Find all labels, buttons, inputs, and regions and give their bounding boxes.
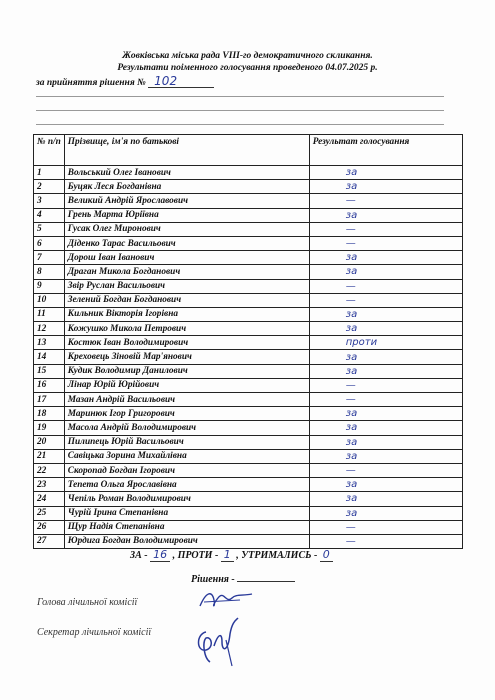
chair-label: Голова лічильної комісії <box>37 597 138 608</box>
row-vote: за <box>309 251 462 265</box>
row-name: Кильник Вікторія Ігорівна <box>64 307 309 321</box>
voting-table <box>33 134 463 549</box>
row-vote: за <box>309 322 462 336</box>
za-label: ЗА - <box>130 550 148 561</box>
row-name: Дорош Іван Іванович <box>64 251 309 265</box>
table-row <box>34 492 463 506</box>
row-vote: за <box>309 208 462 222</box>
header-result: Результат голосування <box>309 135 462 166</box>
table-row <box>34 407 463 421</box>
row-vote: за <box>309 180 462 194</box>
row-vote: за <box>309 307 462 321</box>
table-row <box>34 180 463 194</box>
row-name: Грень Марта Юріївна <box>64 208 309 222</box>
table-row <box>34 336 463 350</box>
row-vote: — <box>309 222 462 236</box>
row-vote: — <box>309 293 462 307</box>
row-vote: за <box>309 407 462 421</box>
table-row <box>34 378 463 392</box>
row-name: Вольський Олег Іванович <box>64 166 309 180</box>
blank-line <box>36 110 444 111</box>
header-number: № п/п <box>34 135 65 166</box>
row-number: 22 <box>34 463 65 477</box>
row-number: 24 <box>34 492 65 506</box>
row-vote: за <box>309 506 462 520</box>
row-number: 16 <box>34 378 65 392</box>
row-vote: за <box>309 350 462 364</box>
utrymalys-label: , УТРИМАЛИСЬ - <box>236 550 318 561</box>
vote-totals <box>130 548 333 561</box>
decision-label: Рішення - <box>191 574 235 585</box>
table-row <box>34 166 463 180</box>
row-name: Драган Микола Богданович <box>64 265 309 279</box>
row-name: Юрдига Богдан Володимирович <box>64 534 309 548</box>
proty-value: 1 <box>221 548 234 562</box>
row-vote: — <box>309 520 462 534</box>
utrymalys-value: 0 <box>320 548 333 562</box>
secretary-signature-icon <box>192 612 244 668</box>
table-row <box>34 520 463 534</box>
row-name: Гусак Олег Миронович <box>64 222 309 236</box>
decision-line <box>191 574 295 585</box>
row-number: 27 <box>34 534 65 548</box>
row-name: Буцяк Леся Богданівна <box>64 180 309 194</box>
table-row <box>34 364 463 378</box>
row-number: 18 <box>34 407 65 421</box>
row-name: Чурій Ірина Степанівна <box>64 506 309 520</box>
row-name: Кожушко Микола Петрович <box>64 322 309 336</box>
row-name: Масола Андрій Володимирович <box>64 421 309 435</box>
row-name: Лінар Юрій Юрійович <box>64 378 309 392</box>
row-number: 7 <box>34 251 65 265</box>
row-vote: — <box>309 194 462 208</box>
document-header <box>0 50 495 74</box>
row-vote: — <box>309 393 462 407</box>
row-name: Звір Руслан Васильович <box>64 279 309 293</box>
row-vote: за <box>309 166 462 180</box>
purpose-label: за прийняття рішення № <box>36 78 146 88</box>
secretary-label: Секретар лічильної комісії <box>37 627 152 638</box>
row-name: Чепіль Роман Володимирович <box>64 492 309 506</box>
row-name: Маринюк Ігор Григорович <box>64 407 309 421</box>
blank-line <box>36 124 444 125</box>
table-row <box>34 251 463 265</box>
table-header-row <box>34 135 463 166</box>
table-row <box>34 393 463 407</box>
table-row <box>34 449 463 463</box>
row-number: 23 <box>34 478 65 492</box>
table-row <box>34 194 463 208</box>
row-number: 5 <box>34 222 65 236</box>
row-number: 12 <box>34 322 65 336</box>
row-number: 20 <box>34 435 65 449</box>
row-number: 25 <box>34 506 65 520</box>
row-number: 17 <box>34 393 65 407</box>
blank-line <box>36 96 444 97</box>
chair-signature-icon <box>196 586 256 612</box>
row-number: 2 <box>34 180 65 194</box>
row-number: 14 <box>34 350 65 364</box>
row-vote: за <box>309 492 462 506</box>
row-number: 8 <box>34 265 65 279</box>
table-row <box>34 236 463 250</box>
decision-number: 102 <box>148 76 214 88</box>
table-row <box>34 322 463 336</box>
row-name: Великий Андрій Ярославович <box>64 194 309 208</box>
za-value: 16 <box>150 548 170 562</box>
row-vote: — <box>309 463 462 477</box>
row-vote: за <box>309 435 462 449</box>
row-number: 1 <box>34 166 65 180</box>
table-row <box>34 478 463 492</box>
table-row <box>34 435 463 449</box>
row-name: Скоропад Богдан Ігорович <box>64 463 309 477</box>
row-name: Кудик Володимир Данилович <box>64 364 309 378</box>
table-row <box>34 350 463 364</box>
row-vote: — <box>309 279 462 293</box>
row-vote: за <box>309 478 462 492</box>
row-vote: за <box>309 265 462 279</box>
row-number: 3 <box>34 194 65 208</box>
row-vote: за <box>309 449 462 463</box>
table-row <box>34 307 463 321</box>
proty-label: , ПРОТИ - <box>172 550 219 561</box>
row-name: Костюк Іван Володимирович <box>64 336 309 350</box>
row-vote: за <box>309 364 462 378</box>
row-name: Зелений Богдан Богданович <box>64 293 309 307</box>
decision-purpose <box>36 76 456 88</box>
header-line-2: Результати поіменного голосування проведеного 04.07.2025 р. <box>117 63 378 73</box>
table-row <box>34 534 463 548</box>
table-row <box>34 208 463 222</box>
row-number: 10 <box>34 293 65 307</box>
row-number: 13 <box>34 336 65 350</box>
table-row <box>34 265 463 279</box>
table-row <box>34 463 463 477</box>
table-row <box>34 506 463 520</box>
row-vote: — <box>309 534 462 548</box>
row-vote: — <box>309 378 462 392</box>
row-name: Савіцька Зорина Михайлівна <box>64 449 309 463</box>
row-name: Діденко Тарас Васильович <box>64 236 309 250</box>
row-number: 6 <box>34 236 65 250</box>
row-name: Щур Надія Степанівна <box>64 520 309 534</box>
row-vote: — <box>309 236 462 250</box>
table-row <box>34 279 463 293</box>
row-vote: проти <box>309 336 462 350</box>
row-name: Пилипець Юрій Васильович <box>64 435 309 449</box>
decision-blank <box>237 581 295 582</box>
row-number: 15 <box>34 364 65 378</box>
row-name: Креховець Зіновій Мар'янович <box>64 350 309 364</box>
row-name: Тепета Ольга Ярославівна <box>64 478 309 492</box>
row-number: 26 <box>34 520 65 534</box>
header-line-1: Жовківська міська рада VIII-го демократичного скликання. <box>122 51 373 61</box>
header-name: Прізвище, ім'я по батькові <box>64 135 309 166</box>
row-number: 9 <box>34 279 65 293</box>
row-number: 19 <box>34 421 65 435</box>
row-vote: за <box>309 421 462 435</box>
table-row <box>34 421 463 435</box>
row-number: 11 <box>34 307 65 321</box>
table-row <box>34 222 463 236</box>
row-name: Мазан Андрій Васильович <box>64 393 309 407</box>
row-number: 21 <box>34 449 65 463</box>
row-number: 4 <box>34 208 65 222</box>
table-row <box>34 293 463 307</box>
